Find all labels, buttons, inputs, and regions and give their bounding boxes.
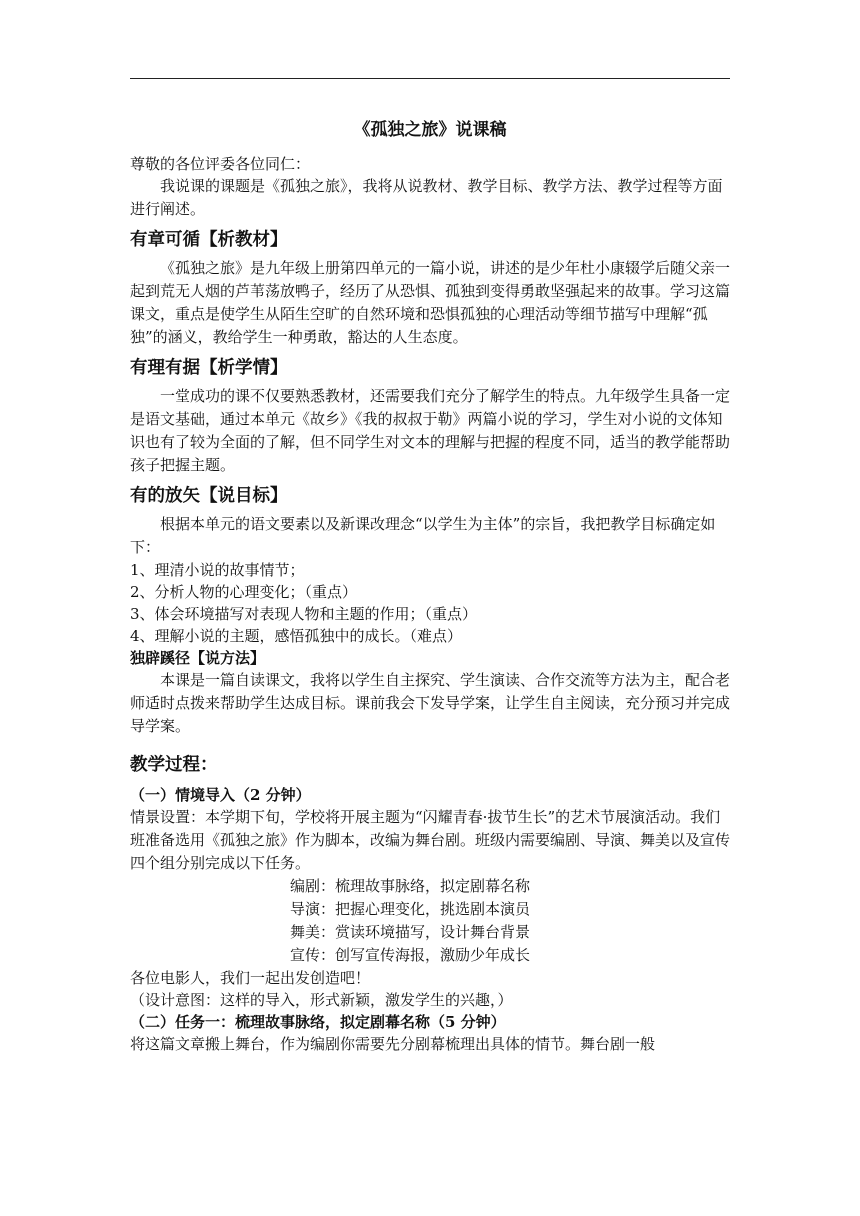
task-item: 舞美：赏读环境描写，设计舞台背景 xyxy=(290,923,531,941)
goal-item: 3、体会环境描写对表现人物和主题的作用；（重点） xyxy=(130,605,478,623)
call-to-action: 各位电影人，我们一起出发创造吧！ xyxy=(130,969,371,987)
goal-item: 4、理解小说的主题，感悟孤独中的成长。（难点） xyxy=(130,627,463,645)
goals-list xyxy=(130,559,730,647)
document-body xyxy=(130,118,730,1056)
goal-item: 2、分析人物的心理变化；（重点） xyxy=(130,583,358,601)
section-heading-methods: 独辟蹊径【说方法】 xyxy=(130,649,266,667)
intro-paragraph: 我说课的课题是《孤独之旅》，我将从说教材、教学目标、教学方法、教学过程等方面进行阐述。 xyxy=(130,177,723,218)
step1-heading: （一）情境导入（2 分钟） xyxy=(130,786,311,804)
task-item: 编剧：梳理故事脉络，拟定剧幕名称 xyxy=(290,877,531,895)
students-paragraph: 一堂成功的课不仅要熟悉教材，还需要我们充分了解学生的特点。九年级学生具备一定是语文基础，通过本单元《故乡》《我的叔叔于勒》两篇小说的学习，学生对小说的文体知识也有了较为全面的了解，但不同学生对文本的理解与把握的程度不同，适当的教学能帮助孩子把握主题。 xyxy=(130,387,731,474)
document-title: 《孤独之旅》说课稿 xyxy=(353,120,507,140)
task-item: 导演：把握心理变化，挑选剧本演员 xyxy=(290,900,531,918)
section-heading-process: 教学过程： xyxy=(130,755,218,775)
step1-paragraph: 情景设置：本学期下旬，学校将开展主题为“闪耀青春·拔节生长”的艺术节展演活动。我们班准备选用《孤独之旅》作为脚本，改编为舞台剧。班级内需要编剧、导演、舞美以及宣传四个组分别完成以下任务。 xyxy=(130,808,731,872)
step2-heading xyxy=(130,1011,730,1033)
greeting: 尊敬的各位评委各位同仁： xyxy=(130,155,311,173)
task-list xyxy=(290,875,730,967)
section-heading-textbook: 有章可循【析教材】 xyxy=(130,230,288,250)
step2-heading-rest: 梳理故事脉络，拟定剧幕名称（5 分钟） xyxy=(235,1013,506,1031)
step2-heading-prefix: （二）任务一： xyxy=(130,1013,236,1031)
methods-paragraph: 本课是一篇自读课文，我将以学生自主探究、学生演读、合作交流等方法为主，配合老师适时点拨来帮助学生达成目标。课前我会下发导学案，让学生自主阅读，充分预习并完成导学案。 xyxy=(130,671,731,735)
section-heading-students: 有理有据【析学情】 xyxy=(130,358,288,378)
goals-paragraph: 根据本单元的语文要素以及新课改理念“以学生为主体”的宗旨，我把教学目标确定如下： xyxy=(130,515,716,556)
section-heading-goals: 有的放矢【说目标】 xyxy=(130,486,288,506)
design-note: （设计意图：这样的导入，形式新颖，激发学生的兴趣，） xyxy=(130,991,513,1009)
step2-paragraph: 将这篇文章搬上舞台，作为编剧你需要先分剧幕梳理出具体的情节。舞台剧一般 xyxy=(130,1035,656,1053)
header-rule xyxy=(130,78,730,79)
task-item: 宣传：创写宣传海报，激励少年成长 xyxy=(290,946,531,964)
goal-item: 1、理清小说的故事情节； xyxy=(130,561,305,579)
textbook-paragraph: 《孤独之旅》是九年级上册第四单元的一篇小说，讲述的是少年杜小康辍学后随父亲一起到荒无人烟的芦苇荡放鸭子，经历了从恐惧、孤独到变得勇敢坚强起来的故事。学习这篇课文，重点是使学生从陌生空旷的自然环境和恐惧孤独的心理活动等细节描写中理解“孤独”的涵义，教给学生一种勇敢，豁达的人生态度。 xyxy=(130,259,731,346)
